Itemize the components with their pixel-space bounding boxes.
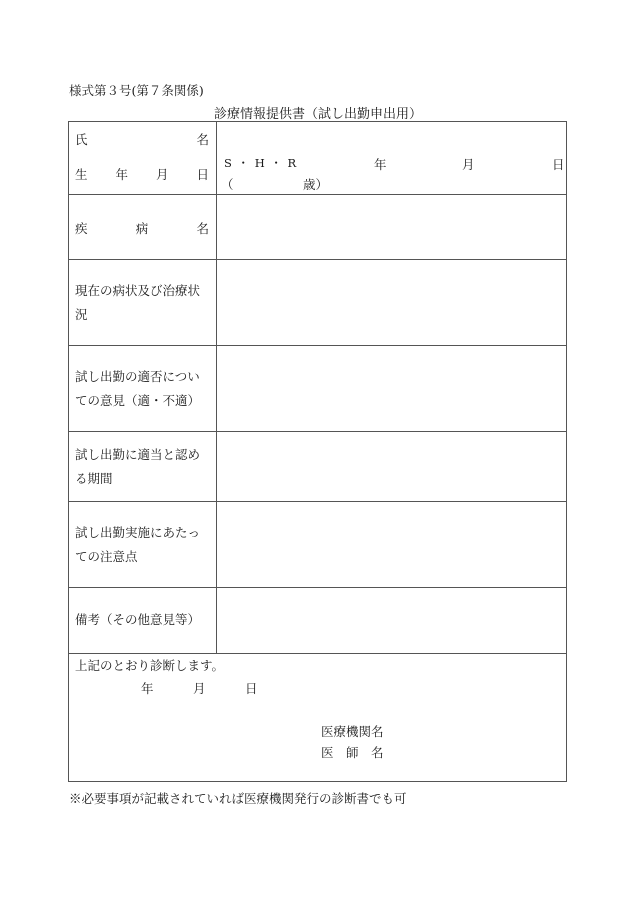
document-title: 診療情報提供書（試し出勤申出用）: [213, 107, 422, 122]
row-divider: [69, 431, 566, 432]
diagnosis-statement: 上記のとおり診断します。: [75, 658, 225, 673]
doctor-label: 医 師 名: [321, 745, 384, 760]
row-divider: [69, 194, 566, 195]
age-open-paren: （: [221, 177, 234, 192]
form-number: 様式第３号(第７条関係): [69, 83, 204, 98]
birth-year-label: 年: [374, 157, 387, 172]
remarks-label: 備考（その他意見等）: [75, 612, 201, 627]
form-table: [68, 121, 567, 782]
era-options: S ・ H ・ R: [224, 156, 298, 170]
row-divider: [69, 501, 566, 502]
diagnosis-year-label: 年: [141, 681, 154, 696]
column-divider: [216, 122, 217, 653]
name-label: 氏 名: [75, 132, 209, 147]
row-divider: [69, 653, 566, 654]
notes-label: 試し出勤実施にあたっての注意点: [75, 525, 201, 564]
disease-name-label: 疾 病 名: [75, 221, 209, 236]
footnote: ※必要事項が記載されていれば医療機関発行の診断書でも可: [69, 791, 407, 806]
birth-date-label: 生 年 月 日: [75, 167, 209, 182]
suitability-label: 試し出勤の適否についての意見（適・不適）: [75, 369, 201, 408]
birth-month-label: 月: [462, 157, 475, 172]
row-divider: [69, 259, 566, 260]
period-label: 試し出勤に適当と認める期間: [75, 447, 201, 486]
row-divider: [69, 587, 566, 588]
birth-day-label: 日: [552, 157, 565, 172]
institution-label: 医療機関名: [321, 724, 384, 739]
row-divider: [69, 345, 566, 346]
diagnosis-day-label: 日: [245, 681, 258, 696]
age-label: 歳）: [303, 177, 329, 192]
condition-label: 現在の病状及び治療状況: [75, 283, 201, 322]
diagnosis-month-label: 月: [193, 681, 206, 696]
